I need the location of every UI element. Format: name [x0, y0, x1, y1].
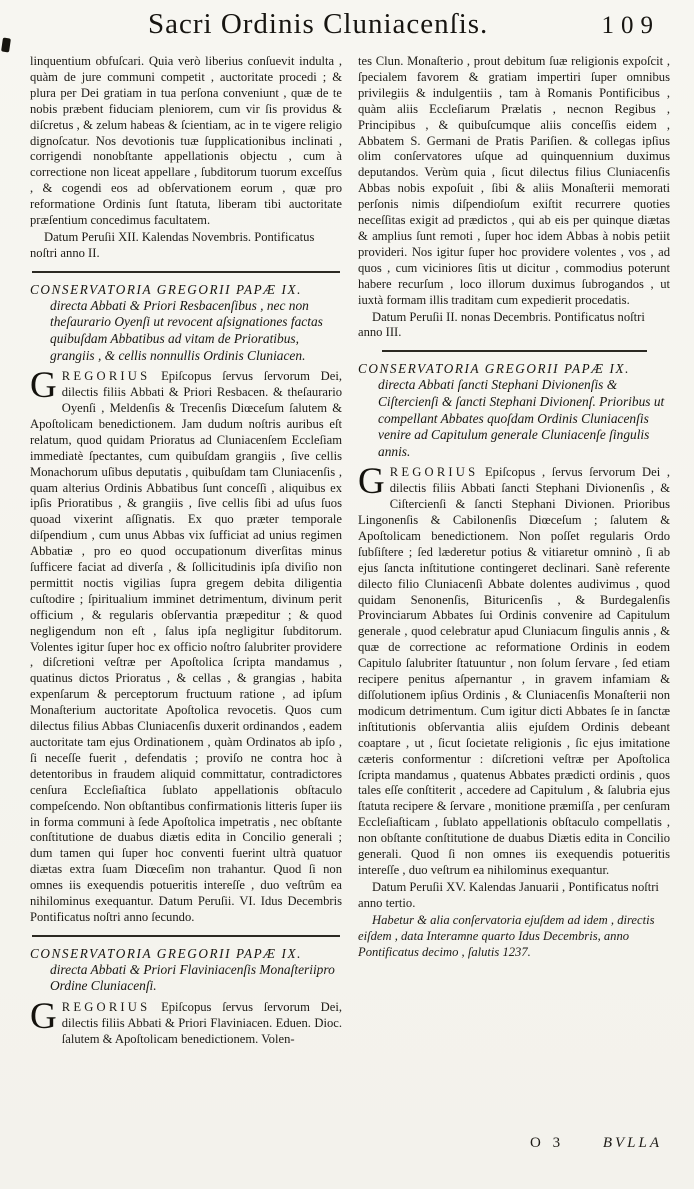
left-paragraph-continuation: linquentium obfuſcari. Quia verò liberius conſuevit indulta , quàm de jure communi competit , auctoritate procedi ; & plura per Dei gratiam in tua perſona conveniunt , quæ de te nobis præbent fiduciam pleniorem, cum vir ſis providus & diſcretus , & zelum habeas & ſcientiam, ac in te vigere religio dignoſcatur. Nos devotionis tuæ ſupplicationibus inclinati , corrigendi nonobſtante appellationis objectu , cum à correctione non liceat appellare , ſubditorum tuorum exceſſus , & cogendi eos ad obſervationem eorum , quæ pro reformatione Ordinis ſunt ſtatuta, liberam tibi auctoritate præſentium concedimus facultatem. [30, 54, 342, 228]
incipit-caps: REGORIUS [389, 465, 479, 480]
gathering-signature: O 3 [530, 1135, 565, 1151]
right-heading-1 [358, 360, 670, 460]
right-heading-1-caps: CONSERVATORIA GREGORII PAPÆ IX. [358, 361, 631, 377]
left-bull-paragraph-2 [30, 996, 342, 1048]
catchword: BVLLA [602, 1135, 662, 1151]
right-datum-2: Datum Peruſii XV. Kalendas Januarii , Pontificatus noſtri anno tertio. [358, 879, 659, 910]
drop-cap-initial: G [358, 461, 385, 503]
drop-cap-initial: G [30, 996, 57, 1038]
section-divider [32, 271, 340, 273]
running-title: Sacri Ordinis Cluniacenſis. [148, 8, 489, 40]
right-paragraph-continuation: tes Clun. Monaſterio , prout debitum ſuæ religionis expoſcit , ſpecialem favorem & gratiam impertiri ſuper omnibus privilegiis & indulgentiis , tam à Romanis Pontificibus , quàm aliis Eccleſiarum Prælatis , necnon Regibus , Principibus , & quibuſcumque aliis conceſſis eidem , Abbatem S. Germani de Pratis Pariſien. & collegas ipſius olim conſervatores uſque ad quinquennium duximus deputandos. Verùm quia , ſicut dilectus filius Cluniacenſis Abbas nobis expoſuit , ſibi & aliis Monaſterii memorati perſonis nimis diſpendioſum exiſtit recurrere quoties neceſſitas exigit ad prædictos , qui ab eis per quinque diætas & amplius ſunt remoti , ſuper hoc idem Abbas à nobis petiit provideri. Nos igitur ſuper hoc providere volentes , vos , ad quos , cum viciniores ſitis ut dicitur , commodius poterunt habere recurſum , loco illorum duximus ſubrogandos , ut iuxtà formam illis traditam cum expedierit procedatis. [358, 54, 670, 307]
left-column [30, 54, 342, 1048]
section-divider [32, 935, 340, 937]
page-header [30, 8, 670, 50]
left-datum-1: Datum Peruſii XII. Kalendas Novembris. Pontificatus noſtri anno II. [30, 229, 315, 260]
incipit-caps: REGORIUS [61, 1000, 151, 1015]
left-heading-1-caps: CONSERVATORIA GREGORII PAPÆ IX. [30, 281, 303, 297]
right-datum-1: Datum Peruſii II. nonas Decembris. Pontificatus noſtri anno III. [358, 309, 645, 340]
text-columns [30, 54, 670, 1048]
bull-text: Epiſcopus ſervus ſervorum Dei, dilectis filiis Abbati & Priori Flaviniacen. Eduen. Dioc. ſalutem & Apoſtolicam benedictionem. Volen- [61, 1000, 342, 1046]
right-heading-1-rest: directa Abbati ſancti Stephani Divionenſis & Ciſtercienſi & ſancti Stephani Divionenſ. Prioribus ut compellant Abbates quoſdam Ordinis Cluniacenſis venire ad Capitulum generale Cluniacenſe ſingulis annis. [378, 377, 665, 459]
bull-text: Epiſcopus ſervus ſervorum Dei, dilectis filiis Abbati & Priori Resbacen. & theſaurario Oyenſi , Meldenſis & Trecenſis Diœceſum ſalutem & Apoſtolicam benedictionem. Jam dudum noſtris auribus eſt relatum, quod quidam Prioratus ad Cluniacenſem Eccleſiam immediatè ſpectantes, cum quibuſdam grangiis , ſive cellis Monachorum uſibus deputatis , quibuſdam tam Cluniacenſis , quam alterius Ordinis Abbatibus ſunt conceſſi , aliquibus ex ipſis Prioratibus , & grangiis , ſive cellis ſibi ad uſus ſuos quoad vixerint aſſignatis. Ex quo præter temporale diſpendium , cum unus Abbas vix ſufficiat ad unius regimen Abbatiæ , pro eo quod occupationum diverſitas minus ſufficere faciat ad diverſa , & ſollicitudinis ipſa diviſio non permittit noctis vigilias ſupra gregem debita diligentia cuſtodire ; ſpiritualium imminet detrimentum, divinum perit officium , & regularis obſervantia præpeditur ; & quod negligendum non eſt , ſalus ipſa negligitur ſubditorum. Volentes igitur ſuper hoc ex officio noſtro ſalubriter providere , diſcretioni veſtræ per Apoſtolica ſcripta mandamus , quatinus dictos Prioratus , & cellas , & grangias , habita expenſarum & perceptorum fructuum ratione , ad ipſum Monaſterium auctoritate Apoſtolica revocetis. Quos cum dilectus filius Abbas Cluniacenſis duxerit ordinandos , eadem auctoritate tam ejus Ordinationem , quàm Ordinatos ab ipſo , ſi neceſſe fuerit , defendatis ; proviſo ne contra hoc à detentoribus in fraudem aliquid committatur, contradictores cenſura Eccleſiaſtica ſublato appellationis obſtaculo compeſcendo. Non obſtantibus confirmationis litteris ſuper iis in forma communi à ſede Apoſtolica impetratis , nec obſtante conſtitutione de duabus diætis edita in Concilio generali ; dum tamen qui ſuper hoc conventi fuerint ultrà quatuor diætas extra ſuam Diœceſim non trahantur. Quod ſi non omnes iis exequendis potueritis intereſſe , duo veſtrûm ea nihilominus exequantur. Datum Peruſii. VI. Idus Decembris Pontificatus noſtri anno ſecundo. [30, 369, 342, 924]
drop-cap-initial: G [30, 365, 57, 407]
incipit-caps: REGORIUS [61, 369, 151, 384]
left-heading-2 [30, 945, 342, 995]
left-heading-1 [30, 281, 342, 364]
left-heading-2-caps: CONSERVATORIA GREGORII PAPÆ IX. [30, 945, 303, 961]
right-column [358, 54, 670, 1048]
left-heading-1-rest: directa Abbati & Priori Resbacenſibus , nec non theſaurario Oyenſi ut revocent aſsignationes factas quibuſdam Abbatibus ad vitam de Prioratibus, grangiis , & cellis nonnullis Ordinis Cluniacen. [50, 297, 323, 363]
scan-artifact [1, 38, 11, 53]
section-divider [382, 350, 647, 352]
page-number: 109 [601, 12, 660, 39]
page-footer [0, 1135, 694, 1157]
right-bull-paragraph-1 [358, 461, 670, 879]
editorial-note: Habetur & alia conſervatoria ejuſdem ad idem , directis eiſdem , data Interamne quarto Idus Decembris, anno Pontificatus decimo , ſalutis 1237. [358, 912, 655, 960]
left-bull-paragraph-1 [30, 365, 342, 926]
bull-text: Epiſcopus , ſervus ſervorum Dei , dilectis filiis Abbati ſancti Stephani Divionenſis , & Ciſtercienſi & ſancti Stephani Divionen. Prioribus Lingonenſis & Cabilonenſis Diœceſum ; ſalutem & Apoſtolicam benedictionem. Non poſſet regularis Ordo ſubſiſtere ; ſed læderetur potius & vitiaretur omninò , ſi ab ejus ſancta inſtitutione contingeret declinari. Sanè referente dilecto filio Cluniacenſi Abbate dolentes audivimus , quod quidam Senonenſis, Bituricenſis , & Burdegalenſis Provinciarum Abbates ſui Ordinis convenire ad Capitulum generale , quod celebratur apud Cluniacum ſingulis annis , & quæ de correctione ac reformatione Ordinis in eodem Capitulo ſalubriter ſtatuuntur , non ſolum ſervare , ſed etiam recipere penitus aſpernantur , in gravem infamiam & diſſolutionem ipſius Ordinis , & Cluniacenſis Monaſterii non modicum detrimentum. Cum igitur dicti Abbates ſe in ſanctæ inſtitutionis obſervantia aliis ejuſdem Ordinis debeant coaptare , ut , ſicut ſocietate religionis , ſic ejus imitatione cæteris conformentur : diſcretioni veſtræ per Apoſtolica ſcripta mandamus , quatenus Abbates prædicti ordinis , quos tales eſſe conſtiterit , accedere ad Capitulum , & ſalubria ejus ſtatuta recipere & ſervare , monitione præmiſſa , per cenſuram Eccleſiaſticam , ſublato appellationis obſtaculo compellatis , non obſtante conſtitutione de duabus Diætis edita in Concilio generali. Quod ſi non omnes iis exequendis potueritis intereſſe , duo veſtrum ea nihilominus exequantur. [358, 465, 670, 877]
left-heading-2-rest: directa Abbati & Priori Flaviniacenſis Monaſteriipro Ordine Cluniacenſi. [50, 961, 335, 994]
